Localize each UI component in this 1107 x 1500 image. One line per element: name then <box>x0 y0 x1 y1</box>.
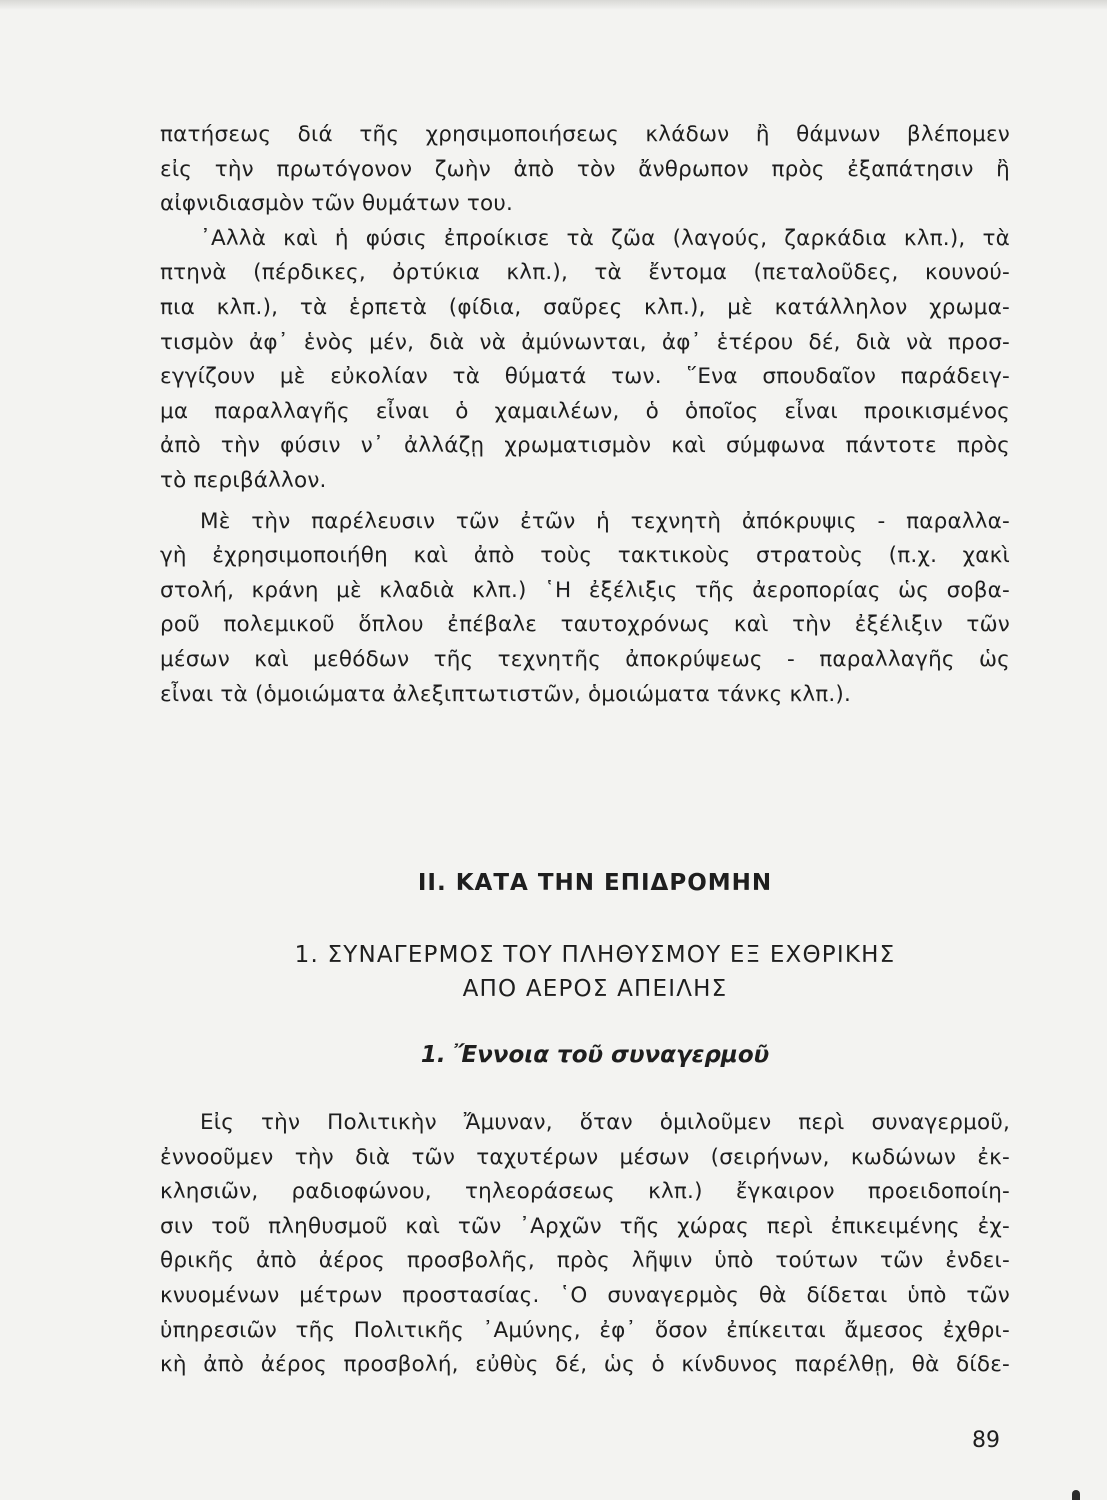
paragraph-2 <box>160 222 1010 499</box>
page-number: 89 <box>972 1428 1000 1453</box>
text-line: μα παραλλαγῆς εἶναι ὁ χαμαιλέων, ὁ ὁποῖος εἶναι προικισμένος <box>160 398 1010 424</box>
text-line: ᾿Αλλὰ καὶ ἡ φύσις ἐπροίκισε τὰ ζῶα (λαγούς, ζαρκάδια κλπ.), τὰ <box>200 225 1010 251</box>
paragraph-4 <box>160 1106 1010 1383</box>
text-line: μέσων καὶ μεθόδων τῆς τεχνητῆς ἀποκρύψεως - παραλλαγῆς ὡς <box>160 646 1010 672</box>
text-line: εἰς τὴν πρωτόγονον ζωὴν ἀπὸ τὸν ἄνθρωπον πρὸς ἐξαπάτησιν ἢ <box>160 156 1010 182</box>
text-line: Μὲ τὴν παρέλευσιν τῶν ἐτῶν ἡ τεχνητὴ ἀπόκρυψις - παραλλα- <box>200 508 1010 534</box>
text-line: ροῦ πολεμικοῦ ὅπλου ἐπέβαλε ταυτοχρόνως καὶ τὴν ἐξέλιξιν τῶν <box>160 612 1010 638</box>
text-line: ἐννοοῦμεν τὴν διὰ τῶν ταχυτέρων μέσων (σειρήνων, κωδώνων ἐκ- <box>160 1144 1010 1170</box>
text-line: στολή, κράνη μὲ κλαδιὰ κλπ.) ῾Η ἐξέλιξις τῆς ἀεροπορίας ὡς σοβα- <box>160 577 1010 603</box>
text-line: εγγίζουν μὲ εὐκολίαν τὰ θύματά των. ῞Ενα σπουδαῖον παράδειγ- <box>160 364 1010 390</box>
scan-corner-mark <box>1072 1490 1080 1500</box>
paragraph-3 <box>160 505 1010 713</box>
text-line: Εἰς τὴν Πολιτικὴν Ἄμυναν, ὅταν ὁμιλοῦμεν περὶ συναγερμοῦ, <box>200 1110 1010 1135</box>
text-line: κὴ ἀπὸ ἀέρος προσβολή, εὐθὺς δέ, ὡς ὁ κίνδυνος παρέλθῃ, θὰ δίδε- <box>160 1352 1010 1378</box>
body-text-upper <box>160 118 1010 712</box>
subheading: 1. Ἔννοια τοῦ συναγερμοῦ <box>420 1042 770 1068</box>
text-line: πια κλπ.), τὰ ἑρπετὰ (φίδια, σαῦρες κλπ.), μὲ κατάλληλον χρωμα- <box>160 294 1010 320</box>
text-line: τισμὸν ἀφ᾿ ἑνὸς μέν, διὰ νὰ ἀμύνωνται, ἀφ᾿ ἑτέρου δέ, διὰ νὰ προσ- <box>160 329 1010 355</box>
text-line: ὑπηρεσιῶν τῆς Πολιτικῆς ᾿Αμύνης, ἐφ᾿ ὅσον ἐπίκειται ἄμεσος ἐχθρι- <box>160 1317 1010 1343</box>
text-line: πατήσεως διά τῆς χρησιμοποιήσεως κλάδων ἢ θάμνων βλέπομεν <box>160 122 1010 147</box>
text-line: ἀπὸ τὴν φύσιν ν᾿ ἀλλάζῃ χρωματισμὸν καὶ σύμφωνα πάντοτε πρὸς <box>160 433 1010 459</box>
page-edge-shadow <box>0 0 1107 10</box>
chapter-title-line-2: ΑΠΟ ΑΕΡΟΣ ΑΠΕΙΛΗΣ <box>462 976 728 1002</box>
text-line: γὴ ἐχρησιμοποιήθη καὶ ἀπὸ τοὺς τακτικοὺς στρατοὺς (π.χ. χακὶ <box>160 543 1010 569</box>
section-heading: II. ΚΑΤΑ ΤΗΝ ΕΠΙΔΡΟΜΗΝ <box>417 870 773 896</box>
text-line: εἶναι τὰ (ὁμοιώματα ἀλεξιπτωτιστῶν, ὁμοιώματα τάνκς κλπ.). <box>160 681 852 707</box>
text-line: κνυομένων μέτρων προστασίας. ῾Ο συναγερμὸς θὰ δίδεται ὑπὸ τῶν <box>160 1282 1010 1308</box>
text-line: πτηνὰ (πέρδικες, ὀρτύκια κλπ.), τὰ ἔντομα (πεταλοῦδες, κουνού- <box>160 260 1010 286</box>
text-line: τὸ περιβάλλον. <box>160 467 327 493</box>
paragraph-1 <box>160 118 1010 222</box>
text-line: κλησιῶν, ραδιοφώνου, τηλεοράσεως κλπ.) ἔγκαιρον προειδοποίη- <box>160 1179 1010 1205</box>
chapter-title-line-1: 1. ΣΥΝΑΓΕΡΜΟΣ ΤΟΥ ΠΛΗΘΥΣΜΟΥ ΕΞ ΕΧΘΡΙΚΗΣ <box>294 942 896 968</box>
body-text-lower <box>160 1106 1010 1383</box>
text-line: σιν τοῦ πληθυσμοῦ καὶ τῶν ᾿Αρχῶν τῆς χώρας περὶ ἐπικειμένης ἐχ- <box>160 1213 1010 1239</box>
text-line: θρικῆς ἀπὸ ἀέρος προσβολῆς, πρὸς λῆψιν ὑπὸ τούτων τῶν ἐνδει- <box>160 1248 1010 1274</box>
text-line: αἰφνιδιασμὸν τῶν θυμάτων του. <box>160 191 514 217</box>
